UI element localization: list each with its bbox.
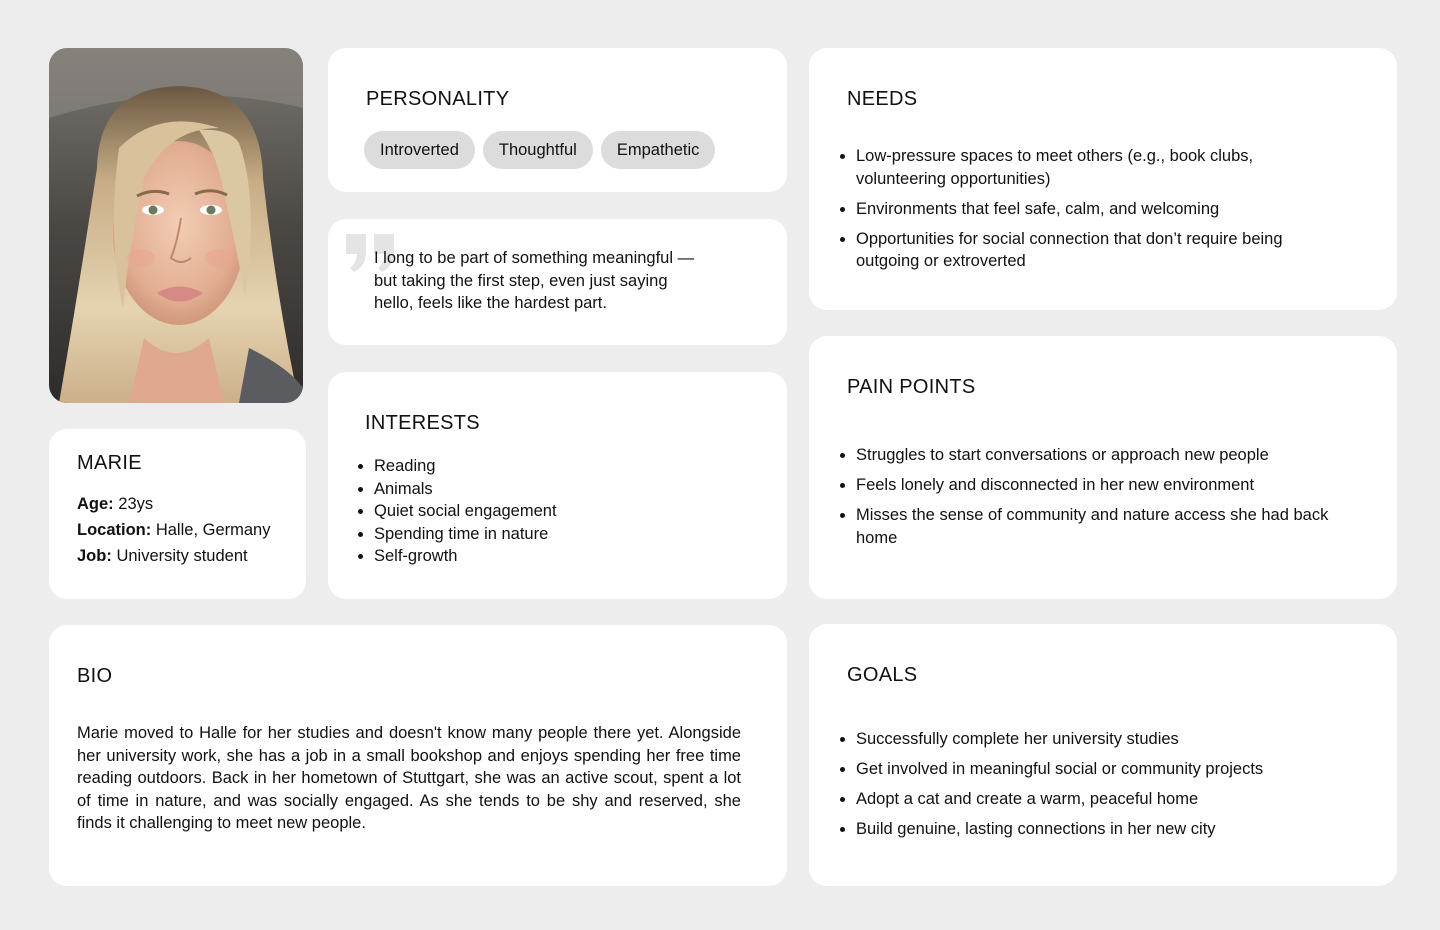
quote-line-3: hello, feels like the hardest part. <box>374 294 607 312</box>
quote-card <box>328 219 787 345</box>
pain-points-card <box>809 336 1397 599</box>
list-item: Misses the sense of community and nature access she had back home <box>838 504 1368 549</box>
personality-card <box>328 48 787 192</box>
persona-photo <box>49 48 303 403</box>
bio-card <box>49 625 787 886</box>
interests-card <box>328 372 787 599</box>
list-item: Self-growth <box>356 545 557 568</box>
quote-line-2: but taking the first step, even just saying <box>374 271 668 290</box>
list-item: Successfully complete her university studies <box>838 728 1368 751</box>
quote-text <box>374 247 694 315</box>
list-item: Quiet social engagement <box>356 500 557 523</box>
goals-list <box>838 728 1368 848</box>
location-value: Halle, Germany <box>155 521 271 539</box>
pain-points-title: PAIN POINTS <box>847 376 976 398</box>
interests-list <box>356 455 557 568</box>
list-item: Reading <box>356 455 557 478</box>
bio-title: BIO <box>77 665 113 687</box>
needs-list <box>838 145 1338 280</box>
job-value: University student <box>116 547 248 565</box>
bio-text: Marie moved to Halle for her studies and doesn't know many people there yet. Alongside her university work, she has a job in a small bookshop and enjoys spending her free time reading outdoors. Back in her hometown of Stuttgart, she was an active scout, spent a lot of time in nature, and was socially engaged. As she tends to be shy and reserved, she finds it challenging to meet new people. <box>77 724 741 832</box>
interests-title: INTERESTS <box>365 412 480 434</box>
location-label: Location: <box>77 521 152 539</box>
personality-tags <box>364 131 715 169</box>
goals-title: GOALS <box>847 664 918 686</box>
list-item: Animals <box>356 478 557 501</box>
tag-thoughtful: Thoughtful <box>483 131 593 169</box>
job-row <box>77 543 270 569</box>
list-item: Environments that feel safe, calm, and welcoming <box>838 198 1338 221</box>
persona-portrait-image <box>49 48 303 403</box>
needs-title: NEEDS <box>847 88 918 110</box>
goals-card <box>809 624 1397 886</box>
list-item: Build genuine, lasting connections in her new city <box>838 818 1368 841</box>
needs-card <box>809 48 1397 310</box>
persona-name: MARIE <box>77 452 142 474</box>
profile-card <box>49 429 306 599</box>
list-item: Opportunities for social connection that don’t require being outgoing or extroverted <box>838 228 1338 273</box>
quote-line-1: I long to be part of something meaningful — <box>374 249 695 267</box>
list-item: Low-pressure spaces to meet others (e.g., book clubs, volunteering opportunities) <box>838 145 1338 190</box>
list-item: Get involved in meaningful social or community projects <box>838 758 1368 781</box>
age-label: Age: <box>77 495 114 513</box>
personality-title: PERSONALITY <box>366 88 510 110</box>
tag-introverted: Introverted <box>364 131 475 169</box>
tag-empathetic: Empathetic <box>601 131 716 169</box>
job-label: Job: <box>77 547 112 565</box>
list-item: Spending time in nature <box>356 523 557 546</box>
pain-points-list <box>838 444 1368 557</box>
location-row <box>77 517 270 543</box>
age-row <box>77 491 270 517</box>
age-value: 23ys <box>118 495 154 513</box>
list-item: Adopt a cat and create a warm, peaceful home <box>838 788 1368 811</box>
list-item: Feels lonely and disconnected in her new environment <box>838 474 1368 497</box>
list-item: Struggles to start conversations or approach new people <box>838 444 1368 467</box>
